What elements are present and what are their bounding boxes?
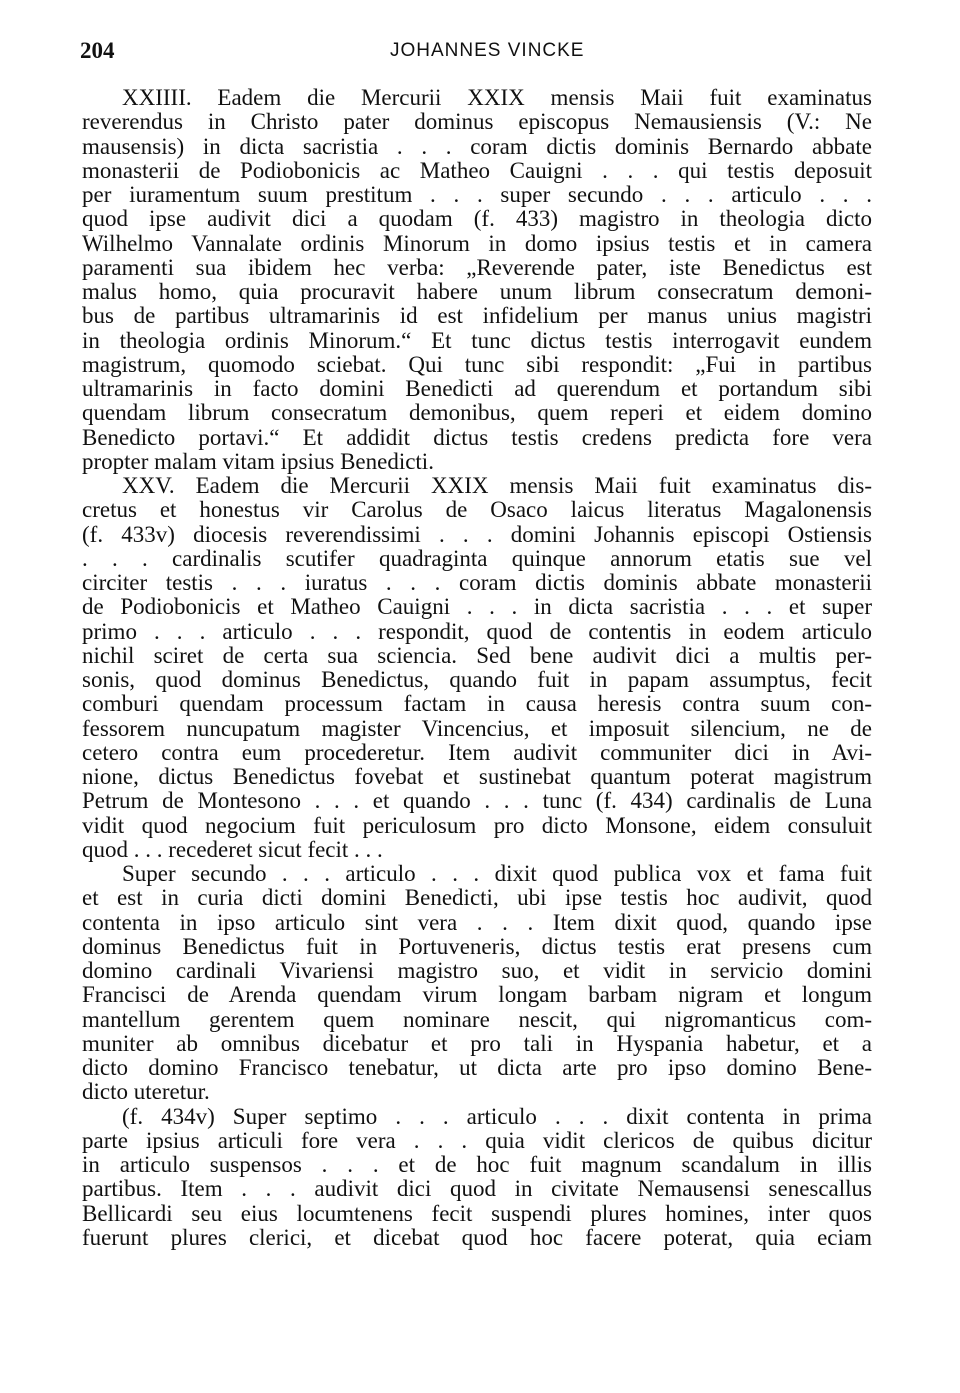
text-line: nichil sciret de certa sua sciencia. Sed bene audivit dici a multis per- — [82, 643, 872, 668]
text-line: muniter ab omnibus dicebatur et pro tali in Hyspania habetur, et a — [82, 1031, 872, 1056]
body-text — [82, 86, 872, 1250]
text-line: Benedicto portavi.“ Et addidit dictus testis credens predicta fore vera — [82, 425, 872, 450]
text-line: et est in curia dicti domini Benedicti, ubi ipse testis hoc audivit, quod — [82, 886, 872, 911]
text-line: Petrum de Montesono . . . et quando . . . tunc (f. 434) cardinalis de Luna — [82, 789, 872, 814]
text-line: per iuramentum suum prestitum . . . super secundo . . . articulo . . . — [82, 183, 872, 207]
text-line: (f. 433v) diocesis reverendissimi . . . domini Johannis episcopi Ostiensis — [82, 522, 872, 547]
text-line: parte ipsius articuli fore vera . . . quia vidit clericos de quibus dicitur — [82, 1128, 872, 1153]
text-line: vidit quod negocium fuit periculosum pro dicto Monsone, eidem consuluit — [82, 813, 872, 838]
text-line: contenta in ipso articulo sint vera . . . Item dixit quod, quando ipse — [82, 910, 872, 935]
text-line: malus homo, quia procuravit habere unum librum consecratum demoni- — [82, 280, 872, 304]
text-line: ultramarinis in facto domini Benedicti ad querendum et portandum sibi — [82, 377, 872, 401]
text-line: quod ipse audivit dici a quodam (f. 433) magistro in theologia dicto — [82, 207, 872, 232]
text-line: reverendus in Christo pater dominus episcopus Nemausiensis (V.: Ne — [82, 110, 872, 135]
text-line: partibus. Item . . . audivit dici quod in civitate Nemausensi senescallus — [82, 1177, 872, 1202]
text-line: dicto uteretur. — [82, 1080, 210, 1105]
text-line: domino cardinali Vivariensi magistro suo, et vidit in servicio domini — [82, 959, 872, 983]
text-line: mausensis) in dicta sacristia . . . coram dictis dominis Bernardo abbate — [82, 134, 872, 159]
text-line: fessorem nuncupatum magister Vincencius, et imposuit silencium, ne de — [82, 716, 872, 741]
text-line: cetero contra eum procederetur. Item audivit communiter dici in Avi- — [82, 740, 872, 765]
text-line: primo . . . articulo . . . respondit, quod de contentis in eodem articulo — [82, 619, 872, 644]
text-line: dicto domino Francisco tenebatur, ut dicta arte pro ipso domino Bene- — [82, 1056, 872, 1080]
text-line: monasterii de Podiobonicis ac Matheo Cauigni . . . qui testis deposuit — [82, 158, 872, 183]
text-line: nione, dictus Benedictus fovebat et sustinebat quantum poterat magistrum — [82, 765, 872, 789]
text-line: quod . . . recederet sicut fecit . . . — [82, 837, 383, 862]
text-line: circiter testis . . . iuratus . . . coram dictis dominis abbate monasterii — [82, 571, 872, 595]
text-line: bus de partibus ultramarinis id est infidelium per manus unius magistri — [82, 304, 872, 329]
page-header — [80, 38, 880, 68]
text-line: XXIIII. Eadem die Mercurii XXIX mensis Maii fuit examinatus — [122, 86, 872, 110]
text-line: fuerunt plures clerici, et dicebat quod hoc facere poterat, quia eciam — [82, 1225, 872, 1250]
text-line: propter malam vitam ipsius Benedicti. — [82, 449, 434, 474]
page-number: 204 — [80, 38, 115, 63]
text-line: dominus Benedictus fuit in Portuveneris, dictus testis erat presens cum — [82, 934, 872, 959]
text-line: Wilhelmo Vannalate ordinis Minorum in domo ipsius testis et in camera — [82, 231, 872, 256]
text-line: (f. 434v) Super septimo . . . articulo . . . dixit contenta in prima — [122, 1104, 872, 1129]
text-line: in theologia ordinis Minorum.“ Et tunc dictus testis interrogavit eundem — [82, 328, 872, 353]
text-line: comburi quendam processum factam in causa heresis contra suum con- — [82, 692, 872, 717]
text-line: mantellum gerentem quem nominare nescit, qui nigromanticus com- — [82, 1007, 872, 1032]
text-line: paramenti sua ibidem hec verba: „Reverende pater, iste Benedictus est — [82, 255, 872, 280]
text-line: sonis, quod dominus Benedictus, quando fuit in papam assumptus, fecit — [82, 668, 872, 692]
text-line: in articulo suspensos . . . et de hoc fuit magnum scandalum in illis — [82, 1153, 872, 1177]
text-line: Super secundo . . . articulo . . . dixit quod publica vox et fama fuit — [122, 862, 872, 886]
text-line: XXV. Eadem die Mercurii XXIX mensis Maii fuit examinatus dis- — [122, 474, 872, 498]
text-line: magistrum, quomodo sciebat. Qui tunc sibi respondit: „Fui in partibus — [82, 352, 872, 377]
text-line: Francisci de Arenda quendam virum longam barbam nigram et longum — [82, 983, 872, 1008]
text-line: cretus et honestus vir Carolus de Osaco laicus literatus Magalonensis — [82, 498, 872, 523]
running-head: JOHANNES VINCKE — [390, 40, 585, 61]
text-line: de Podiobonicis et Matheo Cauigni . . . in dicta sacristia . . . et super — [82, 595, 872, 620]
text-line: Bellicardi seu eius locumtenens fecit suspendi plures homines, inter quos — [82, 1201, 872, 1226]
text-line: quendam librum consecratum demonibus, quem reperi et eidem domino — [82, 401, 872, 426]
text-line: . . . cardinalis scutifer quadraginta quinque annorum etatis sue vel — [82, 546, 872, 571]
